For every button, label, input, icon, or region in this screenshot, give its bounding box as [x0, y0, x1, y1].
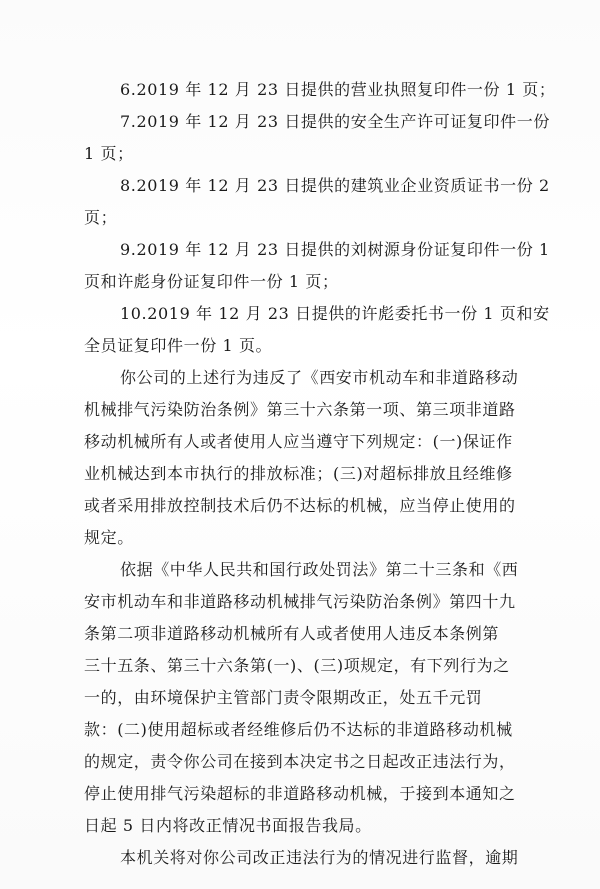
text-line: 10.2019 年 12 月 23 日提供的许彪委托书一份 1 页和安 [120, 304, 550, 323]
text-line: 款：(二)使用超标或者经维修后仍不达标的非道路移动机械 [84, 720, 513, 739]
text-line: 9.2019 年 12 月 23 日提供的刘树源身份证复印件一份 1 [120, 240, 550, 259]
text-line: 7.2019 年 12 月 23 日提供的安全生产许可证复印件一份 [120, 112, 550, 131]
text-line: 条第二项非道路移动机械所有人或者使用人违反本条例第 [84, 624, 500, 643]
text-line: 依据《中华人民共和国行政处罚法》第二十三条和《西 [120, 560, 519, 579]
text-line: 6.2019 年 12 月 23 日提供的营业执照复印件一份 1 页； [120, 80, 556, 99]
text-line: 或者采用排放控制技术后仍不达标的机械，应当停止使用的 [84, 496, 516, 515]
text-line: 机械排气污染防治条例》第三十六条第一项、第三项非道路 [84, 400, 516, 419]
text-line: 全员证复印件一份 1 页。 [84, 336, 273, 355]
text-line: 页； [84, 208, 118, 227]
text-line: 安市机动车和非道路移动机械排气污染防治条例》第四十九 [84, 592, 516, 611]
text-line: 页和许彪身份证复印件一份 1 页； [84, 272, 339, 291]
text-line: 8.2019 年 12 月 23 日提供的建筑业企业资质证书一份 2 [120, 176, 550, 195]
text-line: 移动机械所有人或者使用人应当遵守下列规定：(一)保证作 [84, 432, 513, 451]
text-line: 你公司的上述行为违反了《西安市机动车和非道路移动 [120, 368, 519, 387]
text-line: 一的，由环境保护主管部门责令限期改正，处五千元罚 [84, 688, 483, 707]
text-line: 业机械达到本市执行的排放标准；(三)对超标排放且经维修 [84, 464, 513, 483]
text-line: 日起 5 日内将改正情况书面报告我局。 [84, 816, 372, 835]
text-line: 1 页； [84, 144, 134, 163]
text-line: 规定。 [84, 528, 134, 547]
text-line: 本机关将对你公司改正违法行为的情况进行监督，逾期 [120, 848, 519, 867]
text-line: 停止使用排气污染超标的非道路移动机械，于接到本通知之 [84, 784, 516, 803]
text-line: 的规定，责令你公司在接到本决定书之日起改正违法行为， [84, 752, 516, 771]
text-line: 三十五条、第三十六条第(一)、(三)项规定，有下列行为之 [84, 656, 510, 675]
